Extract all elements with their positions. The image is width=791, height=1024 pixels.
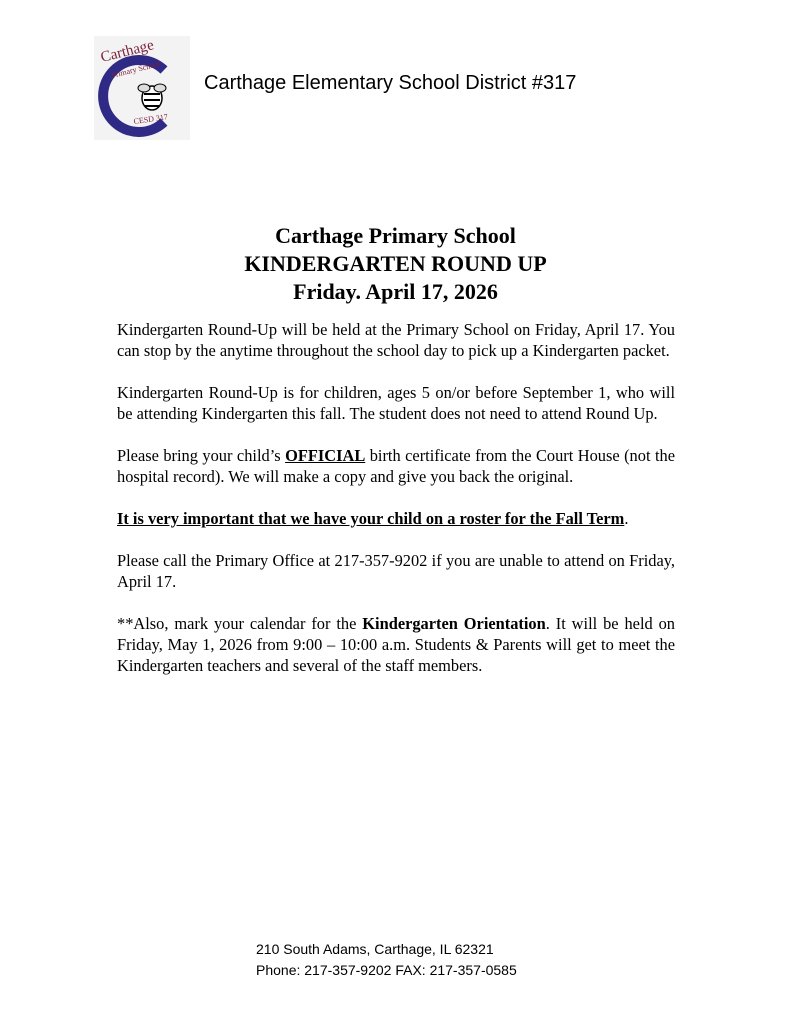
paragraph-roster-notice: It is very important that we have your child on a roster for the Fall Term.	[117, 509, 629, 528]
footer-contact	[256, 939, 517, 981]
letter-body	[117, 319, 675, 697]
school-logo	[94, 36, 190, 140]
logo-text-cesd: CESD 317	[133, 112, 169, 126]
footer-phone-fax: Phone: 217-357-9202 FAX: 217-357-0585	[256, 962, 517, 978]
paragraph-call-office: Please call the Primary Office at 217-357-9202 if you are unable to attend on Friday, April 17.	[117, 551, 675, 591]
orientation-emphasis: Kindergarten Orientation	[362, 614, 546, 633]
paragraph-roundup-info: Kindergarten Round-Up will be held at the Primary School on Friday, April 17. You can stop by the anytime throughout the school day to pick up a Kindergarten packet.	[117, 320, 675, 360]
logo-text-primary-school: Primary School	[110, 59, 161, 80]
district-name: Carthage Elementary School District #317	[204, 72, 577, 94]
event-date: Friday. April 17, 2026	[293, 279, 498, 304]
paragraph-eligibility: Kindergarten Round-Up is for children, ages 5 on/or before September 1, who will be attending Kindergarten this fall. The student does not need to attend Round Up.	[117, 383, 675, 423]
paragraph-orientation: **Also, mark your calendar for the Kindergarten Orientation. It will be held on Friday, May 1, 2026 from 9:00 – 10:00 a.m. Students & Parents will get to meet the Kindergarten teachers and several of the staff members.	[117, 614, 675, 675]
footer-address: 210 South Adams, Carthage, IL 62321	[256, 941, 494, 957]
school-title: Carthage Primary School	[275, 223, 516, 248]
event-title: KINDERGARTEN ROUND UP	[244, 251, 547, 276]
title-block	[0, 222, 791, 306]
paragraph-birth-certificate: Please bring your child’s OFFICIAL birth certificate from the Court House (not the hospital record). We will make a copy and give you back the original.	[117, 446, 675, 486]
logo-text-carthage: Carthage	[99, 37, 156, 66]
official-emphasis: OFFICIAL	[285, 446, 366, 465]
